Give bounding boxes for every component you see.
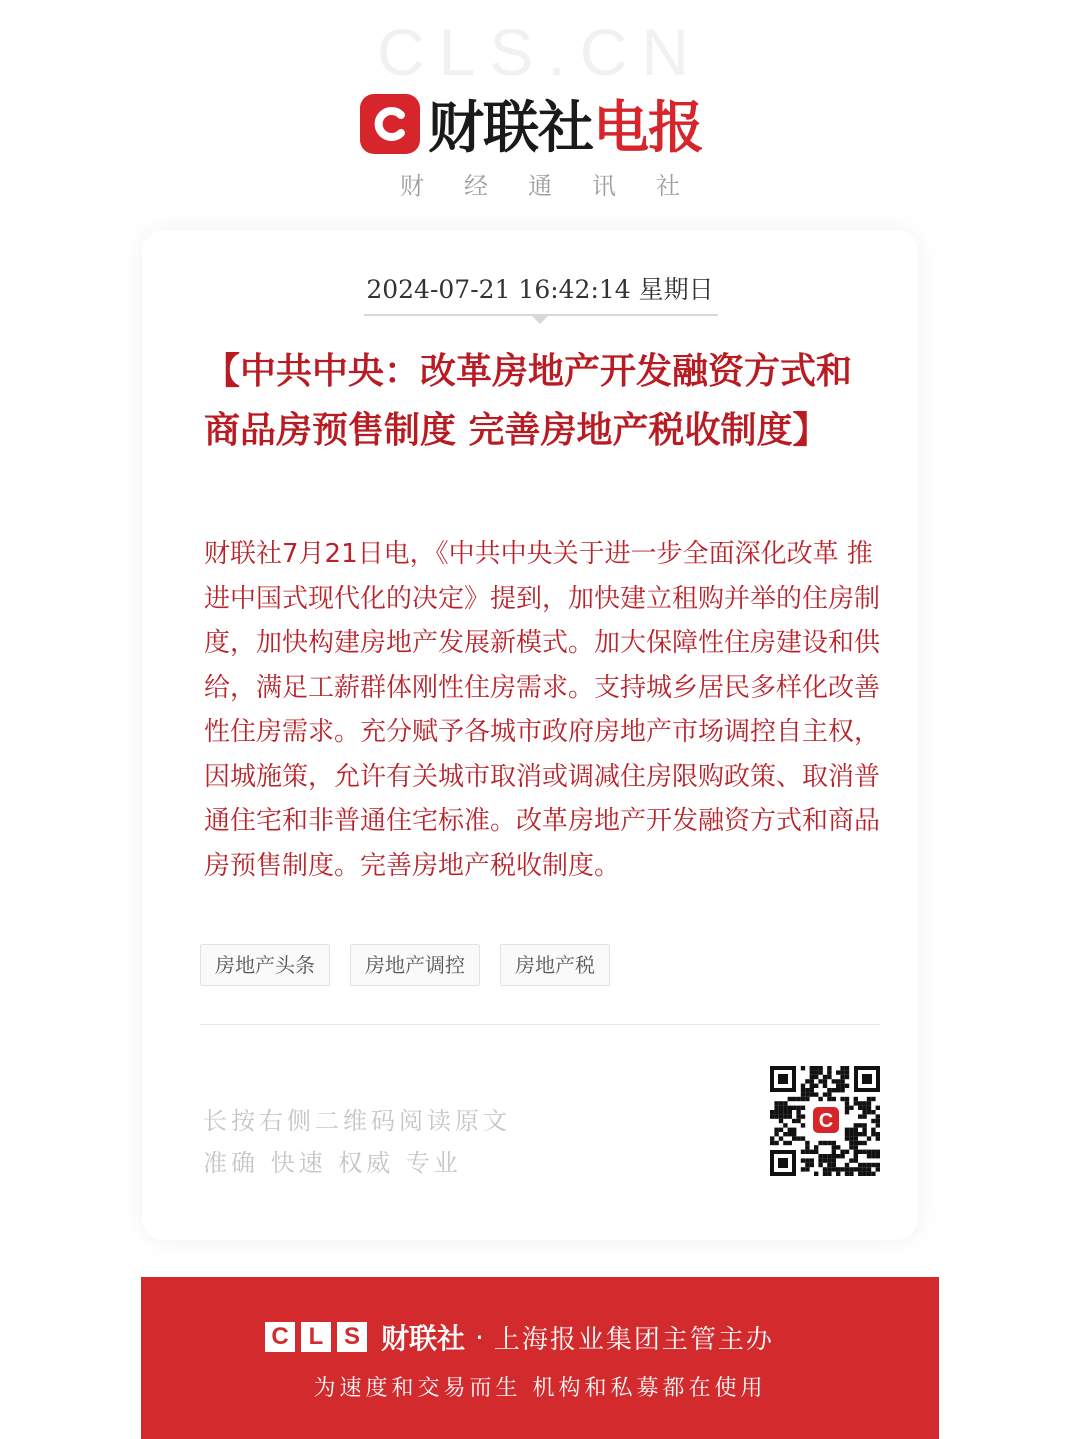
brand-logo [360, 92, 703, 161]
qr-module [862, 1128, 866, 1132]
qr-module [840, 1075, 844, 1079]
tag-real-estate-headlines[interactable]: 房地产头条 [200, 944, 330, 986]
qr-module [845, 1110, 849, 1114]
qr-module [840, 1066, 844, 1070]
tag-real-estate-tax[interactable]: 房地产税 [500, 944, 610, 986]
qr-module [871, 1172, 875, 1176]
qr-module [845, 1167, 849, 1171]
tag-real-estate-regulation[interactable]: 房地产调控 [350, 944, 480, 986]
qr-module [867, 1150, 871, 1154]
qr-module [814, 1092, 818, 1096]
qr-module [814, 1075, 818, 1079]
qr-module [774, 1141, 778, 1145]
qr-module [774, 1106, 778, 1110]
footer-brand-name: 财联社 [381, 1322, 466, 1355]
qr-module [823, 1141, 827, 1145]
qr-module [858, 1106, 862, 1110]
qr-module [832, 1141, 836, 1145]
qr-module [801, 1150, 805, 1154]
qr-module [876, 1136, 880, 1140]
qr-module [823, 1154, 827, 1158]
qr-module [849, 1106, 853, 1110]
qr-module [858, 1172, 862, 1176]
qr-module [876, 1114, 880, 1118]
qr-module [818, 1154, 822, 1158]
qr-module [801, 1167, 805, 1171]
qr-module [836, 1088, 840, 1092]
qr-module [858, 1132, 862, 1136]
qr-module [832, 1088, 836, 1092]
qr-module [867, 1163, 871, 1167]
qr-module [770, 1114, 774, 1118]
qr-module [810, 1084, 814, 1088]
qr-module [854, 1097, 858, 1101]
qr-module [845, 1097, 849, 1101]
qr-module [871, 1150, 875, 1154]
qr-module [783, 1101, 787, 1105]
qr-module [867, 1167, 871, 1171]
qr-module [779, 1136, 783, 1140]
qr-module [867, 1154, 871, 1158]
qr-module [818, 1070, 822, 1074]
qr-module [871, 1110, 875, 1114]
brand-name: 财联社 [428, 96, 593, 161]
qr-module [827, 1167, 831, 1171]
qr-module [827, 1075, 831, 1079]
qr-module [845, 1172, 849, 1176]
brand-accent: 电报 [593, 96, 703, 161]
qr-module [779, 1101, 783, 1105]
qr-module [867, 1110, 871, 1114]
qr-module [805, 1163, 809, 1167]
qr-module [867, 1106, 871, 1110]
qr-module [836, 1154, 840, 1158]
qr-module [832, 1158, 836, 1162]
qr-module [849, 1128, 853, 1132]
qr-module [858, 1167, 862, 1171]
qr-module [823, 1167, 827, 1171]
footer-slogan: 为速度和交易而生 机构和私募都在使用 [313, 1376, 767, 1401]
qr-module [840, 1084, 844, 1088]
qr-module [854, 1158, 858, 1162]
qr-module [849, 1172, 853, 1176]
tag-list [200, 944, 630, 986]
qr-module [832, 1163, 836, 1167]
qr-module [779, 1119, 783, 1123]
qr-module [792, 1136, 796, 1140]
footer-banner [141, 1277, 939, 1439]
qr-module [827, 1066, 831, 1070]
qr-module [858, 1141, 862, 1145]
qr-module [849, 1141, 853, 1145]
qr-module [827, 1163, 831, 1167]
qr-module [854, 1154, 858, 1158]
qr-module [823, 1092, 827, 1096]
qr-module [823, 1075, 827, 1079]
qr-module [783, 1132, 787, 1136]
qr-module [862, 1123, 866, 1127]
qr-module [854, 1145, 858, 1149]
qr-module [810, 1079, 814, 1083]
qr-module [871, 1097, 875, 1101]
qr-module [814, 1066, 818, 1070]
qr-module [832, 1097, 836, 1101]
qr-module [876, 1163, 880, 1167]
qr-module [788, 1114, 792, 1118]
qr-module [832, 1154, 836, 1158]
qr-module [810, 1088, 814, 1092]
qr-module [823, 1079, 827, 1083]
qr-module [845, 1106, 849, 1110]
publish-timestamp: 2024-07-21 16:42:14 星期日 [366, 275, 714, 304]
qr-module [854, 1167, 858, 1171]
qr-module [854, 1128, 858, 1132]
qr-module [867, 1136, 871, 1140]
qr-module [836, 1145, 840, 1149]
footer-organization: 上海报业集团主管主办 [493, 1324, 774, 1355]
qr-module [774, 1101, 778, 1105]
qr-module [862, 1106, 866, 1110]
qr-module [871, 1132, 875, 1136]
qr-module [770, 1110, 774, 1114]
qr-module [818, 1066, 822, 1070]
timestamp-notch [531, 315, 549, 324]
qr-module [858, 1114, 862, 1118]
qr-module [845, 1066, 849, 1070]
qr-module [770, 1141, 774, 1145]
qr-module [832, 1145, 836, 1149]
qr-module [783, 1123, 787, 1127]
qr-module [862, 1114, 866, 1118]
qr-module [805, 1079, 809, 1083]
qr-module [810, 1158, 814, 1162]
qr-module [840, 1088, 844, 1092]
qr-module [801, 1123, 805, 1127]
qr-module [854, 1136, 858, 1140]
qr-module [827, 1141, 831, 1145]
qr-module [814, 1070, 818, 1074]
qr-module [818, 1158, 822, 1162]
qr-module [867, 1097, 871, 1101]
qr-module [832, 1150, 836, 1154]
qr-module [845, 1150, 849, 1154]
agency-tagline: 财经通讯社 [400, 172, 720, 200]
qr-module [849, 1136, 853, 1140]
qr-module [854, 1101, 858, 1105]
qr-module [796, 1114, 800, 1118]
qr-module [845, 1084, 849, 1088]
qr-module [854, 1150, 858, 1154]
qr-module [862, 1150, 866, 1154]
qr-module [805, 1145, 809, 1149]
qr-module [805, 1141, 809, 1145]
qr-module [845, 1163, 849, 1167]
qr-module [779, 1114, 783, 1118]
logo-c-shape [368, 102, 412, 146]
qr-module [774, 1114, 778, 1118]
qr-module [805, 1150, 809, 1154]
qr-module [792, 1106, 796, 1110]
qr-module [788, 1132, 792, 1136]
qr-module [858, 1123, 862, 1127]
qr-module [862, 1110, 866, 1114]
qr-module [845, 1136, 849, 1140]
qr-module [801, 1158, 805, 1162]
qr-module [810, 1150, 814, 1154]
qr-module [876, 1123, 880, 1127]
qr-module [840, 1150, 844, 1154]
qr-module [836, 1070, 840, 1074]
qr-module [849, 1132, 853, 1136]
qr-module [862, 1132, 866, 1136]
qr-module [810, 1066, 814, 1070]
qr-module [845, 1070, 849, 1074]
qr-module [796, 1136, 800, 1140]
qr-module [788, 1128, 792, 1132]
qr-module [827, 1154, 831, 1158]
qr-module [792, 1132, 796, 1136]
qr-module [854, 1132, 858, 1136]
qr-module [801, 1066, 805, 1070]
qr-module [779, 1128, 783, 1132]
qr-module [876, 1106, 880, 1110]
qr-module [801, 1106, 805, 1110]
qr-module [801, 1114, 805, 1118]
qr-module [801, 1088, 805, 1092]
footer-separator: · [475, 1320, 484, 1354]
qr-module [845, 1075, 849, 1079]
qr-module [810, 1070, 814, 1074]
qr-module [840, 1154, 844, 1158]
qr-module [805, 1092, 809, 1096]
qr-module [823, 1158, 827, 1162]
qr-module [827, 1088, 831, 1092]
qr-module [774, 1110, 778, 1114]
qr-module [858, 1101, 862, 1105]
qr-module [810, 1092, 814, 1096]
qr-module [827, 1070, 831, 1074]
qr-module [876, 1154, 880, 1158]
qr-module [818, 1097, 822, 1101]
qr-module [805, 1088, 809, 1092]
qr-module [823, 1084, 827, 1088]
qr-module [836, 1079, 840, 1083]
cls-letter-l: L [301, 1322, 331, 1352]
qr-module [810, 1075, 814, 1079]
qr-module [796, 1110, 800, 1114]
qr-module [796, 1097, 800, 1101]
qr-module [788, 1097, 792, 1101]
qr-module [854, 1141, 858, 1145]
qr-module [788, 1106, 792, 1110]
qr-module [862, 1101, 866, 1105]
qr-module [871, 1163, 875, 1167]
qr-module [779, 1110, 783, 1114]
qr-module [845, 1101, 849, 1105]
qr-module [871, 1119, 875, 1123]
qr-module [858, 1150, 862, 1154]
qr-module [862, 1167, 866, 1171]
article-headline: 【中共中央：改革房地产开发融资方式和商品房预售制度 完善房地产税收制度】 [204, 350, 853, 451]
qr-module [814, 1172, 818, 1176]
qr-module [836, 1167, 840, 1171]
cls-logo-icon [360, 94, 420, 154]
watermark-text: CLS.CN [376, 15, 704, 89]
qr-module [783, 1106, 787, 1110]
qr-module [840, 1097, 844, 1101]
cta-line-2: 准确 快速 权威 专业 [203, 1149, 462, 1177]
cls-letter-c: C [265, 1322, 295, 1352]
qr-module [814, 1084, 818, 1088]
qr-module [801, 1136, 805, 1140]
qr-module [788, 1110, 792, 1114]
qr-module [818, 1163, 822, 1167]
qr-module [827, 1092, 831, 1096]
qr-module [805, 1158, 809, 1162]
footer-brand-row [265, 1317, 774, 1357]
qr-module [814, 1150, 818, 1154]
qr-module [840, 1079, 844, 1083]
qr-module [827, 1097, 831, 1101]
qr-module [792, 1097, 796, 1101]
qr-module [858, 1163, 862, 1167]
qr-module [801, 1092, 805, 1096]
qr-module [867, 1172, 871, 1176]
qr-module [832, 1079, 836, 1083]
qr-module [871, 1154, 875, 1158]
qr-module [845, 1128, 849, 1132]
qr-module [862, 1141, 866, 1145]
qr-module [862, 1172, 866, 1176]
qr-module [796, 1119, 800, 1123]
qr-module [849, 1167, 853, 1171]
qr-module [876, 1132, 880, 1136]
qr-module [818, 1141, 822, 1145]
qr-module [840, 1167, 844, 1171]
qr-module [783, 1110, 787, 1114]
qr-module [810, 1163, 814, 1167]
qr-module [792, 1128, 796, 1132]
qr-module [871, 1128, 875, 1132]
qr-module [876, 1150, 880, 1154]
qr-module [862, 1163, 866, 1167]
qr-module [796, 1106, 800, 1110]
qr-module [792, 1119, 796, 1123]
qr-module [849, 1145, 853, 1149]
cls-letter-s: S [337, 1322, 367, 1352]
read-original-prompt [203, 1100, 511, 1184]
qr-module [840, 1070, 844, 1074]
qr-module [783, 1141, 787, 1145]
qr-center-letter: C [818, 1110, 834, 1132]
qr-module [832, 1167, 836, 1171]
qr-module [836, 1172, 840, 1176]
qr-module [845, 1132, 849, 1136]
cta-line-1: 长按右侧二维码阅读原文 [203, 1107, 511, 1135]
qr-module [774, 1128, 778, 1132]
qr-module [867, 1101, 871, 1105]
qr-module [827, 1172, 831, 1176]
qr-module [823, 1172, 827, 1176]
qr-module [805, 1167, 809, 1171]
qr-module [770, 1136, 774, 1140]
qr-module [783, 1114, 787, 1118]
qr-module [827, 1158, 831, 1162]
qr-code-icon[interactable] [770, 1066, 880, 1176]
qr-module [801, 1084, 805, 1088]
qr-module [805, 1097, 809, 1101]
qr-module [774, 1132, 778, 1136]
qr-module [788, 1141, 792, 1145]
qr-module [801, 1097, 805, 1101]
article-body: 财联社7月21日电，《中共中央关于进一步全面深化改革 推进中国式现代化的决定》提到，加快建立租购并举的住房制度，加快构建房地产发展新模式。加大保障性住房建设和供给，满足工薪群体刚性住房需求。支持城乡居民多样化改善性住房需求。充分赋予各城市政府房地产市场调控自主权，因城施策，允许有关城市取消或调减住房限购政策、取消普通住宅和非普通住宅标准。改革房地产开发融资方式和商品房预售制度。完善房地产税收制度。 [204, 539, 881, 881]
qr-module [814, 1145, 818, 1149]
qr-module [876, 1119, 880, 1123]
qr-module [779, 1106, 783, 1110]
qr-module [849, 1158, 853, 1162]
qr-module [836, 1084, 840, 1088]
qr-module [876, 1167, 880, 1171]
qr-module [854, 1123, 858, 1127]
qr-module [818, 1079, 822, 1083]
section-divider [200, 1024, 880, 1025]
